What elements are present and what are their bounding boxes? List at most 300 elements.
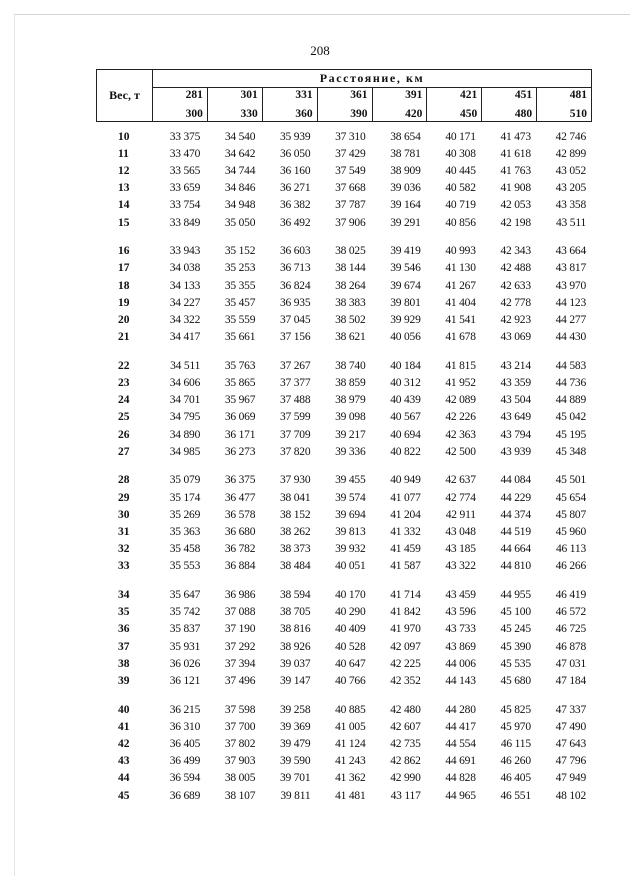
weight-cell: 40 [118, 703, 130, 716]
weight-cell: 41 [118, 720, 130, 733]
value-cell: 36 215 [169, 703, 201, 716]
value-cell: 38 484 [279, 560, 311, 573]
range-from: 361 [350, 89, 368, 101]
value-cell: 39 801 [390, 296, 421, 309]
value-cell: 47 031 [555, 657, 586, 670]
table-row [96, 523, 592, 540]
range-to: 360 [295, 108, 313, 120]
value-cell: 44 280 [445, 703, 476, 716]
row-group [96, 243, 592, 346]
distance-columns [153, 88, 591, 121]
value-cell: 34 133 [169, 279, 201, 292]
value-cell: 33 754 [169, 199, 201, 212]
value-cell: 36 713 [279, 262, 311, 275]
value-cell: 40 567 [390, 411, 421, 424]
weight-cell: 37 [118, 640, 130, 653]
value-cell: 35 661 [224, 331, 256, 344]
range-to: 390 [350, 108, 368, 120]
row-group [96, 128, 592, 231]
distance-range-header [482, 88, 537, 121]
value-cell: 43 117 [390, 789, 421, 802]
value-cell: 40 445 [445, 164, 476, 177]
weight-cell: 21 [118, 331, 130, 344]
table-row [96, 701, 592, 718]
value-cell: 38 041 [279, 491, 311, 504]
table-row [96, 214, 592, 231]
value-cell: 41 077 [390, 491, 421, 504]
range-from: 331 [295, 89, 313, 101]
value-cell: 42 488 [500, 262, 531, 275]
value-cell: 34 701 [169, 394, 201, 407]
value-cell: 36 310 [169, 720, 201, 733]
value-cell: 42 633 [500, 279, 531, 292]
value-cell: 45 501 [555, 474, 586, 487]
value-cell: 34 948 [224, 199, 256, 212]
value-cell: 38 502 [335, 313, 366, 326]
value-cell: 40 170 [335, 589, 366, 602]
table-row [96, 443, 592, 460]
value-cell: 37 598 [224, 703, 256, 716]
value-cell: 44 583 [555, 359, 586, 372]
value-cell: 38 152 [279, 508, 311, 521]
weight-column-header: Вес, т [97, 70, 153, 121]
value-cell: 33 659 [169, 182, 201, 195]
value-cell: 36 271 [279, 182, 311, 195]
value-cell: 37 599 [279, 411, 311, 424]
value-cell: 37 156 [279, 331, 311, 344]
value-cell: 36 578 [224, 508, 256, 521]
value-cell: 47 490 [555, 720, 586, 733]
weight-cell: 42 [118, 738, 130, 751]
value-cell: 41 815 [445, 359, 476, 372]
value-cell: 43 733 [445, 623, 476, 636]
value-cell: 41 473 [500, 130, 531, 143]
value-cell: 42 352 [390, 675, 421, 688]
value-cell: 40 949 [390, 474, 421, 487]
value-cell: 44 889 [555, 394, 586, 407]
range-from: 301 [240, 89, 258, 101]
value-cell: 40 290 [335, 606, 366, 619]
value-cell: 43 869 [445, 640, 476, 653]
weight-cell: 18 [118, 279, 130, 292]
value-cell: 40 312 [390, 377, 421, 390]
value-cell: 40 885 [335, 703, 366, 716]
value-cell: 36 492 [279, 216, 311, 229]
value-cell: 36 405 [169, 738, 201, 751]
value-cell: 46 405 [500, 772, 531, 785]
table-row [96, 672, 592, 689]
value-cell: 42 480 [390, 703, 421, 716]
value-cell: 42 637 [445, 474, 476, 487]
value-cell: 40 694 [390, 428, 421, 441]
value-cell: 41 678 [445, 331, 476, 344]
value-cell: 37 820 [279, 445, 311, 458]
table-row [96, 787, 592, 804]
range-to: 450 [460, 108, 478, 120]
value-cell: 38 373 [279, 543, 311, 556]
value-cell: 37 496 [224, 675, 256, 688]
value-cell: 40 056 [390, 331, 421, 344]
table-row [96, 472, 592, 489]
weight-cell: 29 [118, 491, 130, 504]
value-cell: 39 369 [279, 720, 311, 733]
value-cell: 38 107 [224, 789, 256, 802]
value-cell: 38 144 [335, 262, 366, 275]
value-cell: 34 540 [224, 130, 256, 143]
weight-cell: 30 [118, 508, 130, 521]
value-cell: 33 565 [169, 164, 201, 177]
value-cell: 37 488 [279, 394, 311, 407]
weight-cell: 13 [118, 182, 130, 195]
value-cell: 35 763 [224, 359, 256, 372]
value-cell: 46 878 [555, 640, 586, 653]
value-cell: 46 419 [555, 589, 586, 602]
value-cell: 35 967 [224, 394, 256, 407]
table-row [96, 604, 592, 621]
value-cell: 41 130 [445, 262, 476, 275]
table-row [96, 506, 592, 523]
value-cell: 43 649 [500, 411, 531, 424]
value-cell: 42 862 [390, 755, 421, 768]
value-cell: 33 943 [169, 245, 201, 258]
value-cell: 36 680 [224, 526, 256, 539]
value-cell: 45 042 [555, 411, 586, 424]
weight-cell: 25 [118, 411, 130, 424]
value-cell: 38 654 [390, 130, 421, 143]
table-row [96, 128, 592, 145]
value-cell: 35 152 [224, 245, 256, 258]
value-cell: 34 846 [224, 182, 256, 195]
value-cell: 39 813 [335, 526, 366, 539]
value-cell: 36 884 [224, 560, 256, 573]
value-cell: 45 970 [500, 720, 531, 733]
value-cell: 42 735 [390, 738, 421, 751]
value-cell: 37 429 [335, 147, 366, 160]
value-cell: 39 811 [280, 789, 311, 802]
table-row [96, 260, 592, 277]
value-cell: 46 260 [500, 755, 531, 768]
weight-cell: 36 [118, 623, 130, 636]
value-cell: 38 621 [335, 331, 366, 344]
distance-range-header [208, 88, 263, 121]
value-cell: 37 310 [335, 130, 366, 143]
value-cell: 38 926 [279, 640, 311, 653]
value-cell: 42 500 [445, 445, 476, 458]
value-cell: 44 965 [445, 789, 476, 802]
weight-cell: 27 [118, 445, 130, 458]
table-row [96, 277, 592, 294]
value-cell: 45 535 [500, 657, 531, 670]
value-cell: 35 742 [169, 606, 201, 619]
value-cell: 38 264 [335, 279, 366, 292]
value-cell: 41 124 [335, 738, 366, 751]
value-cell: 42 899 [555, 147, 586, 160]
value-cell: 46 113 [556, 543, 586, 556]
value-cell: 39 336 [335, 445, 366, 458]
value-cell: 41 404 [445, 296, 476, 309]
weight-cell: 24 [118, 394, 130, 407]
value-cell: 46 725 [555, 623, 586, 636]
weight-cell: 14 [118, 199, 130, 212]
value-cell: 43 185 [445, 543, 476, 556]
value-cell: 48 102 [555, 789, 586, 802]
value-cell: 44 554 [445, 738, 476, 751]
value-cell: 40 439 [390, 394, 421, 407]
value-cell: 42 089 [445, 394, 476, 407]
value-cell: 35 355 [224, 279, 256, 292]
value-cell: 38 705 [279, 606, 311, 619]
value-cell: 41 267 [445, 279, 476, 292]
table-row [96, 753, 592, 770]
value-cell: 36 026 [169, 657, 201, 670]
distance-range-header [263, 88, 318, 121]
value-cell: 46 551 [500, 789, 531, 802]
value-cell: 36 171 [224, 428, 256, 441]
table-row [96, 426, 592, 443]
value-cell: 34 322 [169, 313, 201, 326]
value-cell: 39 590 [279, 755, 311, 768]
value-cell: 43 511 [556, 216, 586, 229]
table-row [96, 197, 592, 214]
value-cell: 36 782 [224, 543, 256, 556]
table-row [96, 162, 592, 179]
row-group [96, 357, 592, 460]
value-cell: 37 903 [224, 755, 256, 768]
value-cell: 34 985 [169, 445, 201, 458]
table-row [96, 736, 592, 753]
value-cell: 43 817 [555, 262, 586, 275]
value-cell: 39 574 [335, 491, 366, 504]
range-to: 330 [240, 108, 258, 120]
table-row [96, 770, 592, 787]
distance-range-header [427, 88, 482, 121]
value-cell: 44 736 [555, 377, 586, 390]
value-cell: 42 343 [500, 245, 531, 258]
value-cell: 37 930 [279, 474, 311, 487]
value-cell: 41 587 [390, 560, 421, 573]
value-cell: 34 038 [169, 262, 201, 275]
value-cell: 34 606 [169, 377, 201, 390]
value-cell: 38 979 [335, 394, 366, 407]
distance-range-header [537, 88, 591, 121]
value-cell: 39 694 [335, 508, 366, 521]
weight-cell: 26 [118, 428, 130, 441]
value-cell: 36 382 [279, 199, 311, 212]
value-cell: 34 890 [169, 428, 201, 441]
value-cell: 35 253 [224, 262, 256, 275]
range-from: 481 [569, 89, 587, 101]
value-cell: 43 359 [500, 377, 531, 390]
table-header [96, 69, 592, 122]
value-cell: 44 519 [500, 526, 531, 539]
value-cell: 36 986 [224, 589, 256, 602]
value-cell: 35 457 [224, 296, 256, 309]
row-group [96, 587, 592, 690]
value-cell: 34 744 [224, 164, 256, 177]
value-cell: 40 171 [445, 130, 476, 143]
value-cell: 39 701 [279, 772, 311, 785]
value-cell: 44 374 [500, 508, 531, 521]
value-cell: 41 005 [335, 720, 366, 733]
page-number: 208 [310, 43, 330, 58]
value-cell: 43 048 [445, 526, 476, 539]
value-cell: 43 794 [500, 428, 531, 441]
value-cell: 41 459 [390, 543, 421, 556]
value-cell: 35 553 [169, 560, 201, 573]
value-cell: 44 006 [445, 657, 476, 670]
value-cell: 39 455 [335, 474, 366, 487]
table-row [96, 294, 592, 311]
value-cell: 40 993 [445, 245, 476, 258]
value-cell: 36 050 [279, 147, 311, 160]
row-group [96, 472, 592, 575]
value-cell: 45 680 [500, 675, 531, 688]
value-cell: 46 115 [500, 738, 531, 751]
value-cell: 36 273 [224, 445, 256, 458]
value-cell: 44 810 [500, 560, 531, 573]
value-cell: 39 147 [279, 675, 311, 688]
value-cell: 35 865 [224, 377, 256, 390]
value-cell: 40 409 [335, 623, 366, 636]
table-row [96, 357, 592, 374]
distance-title: Расстояние, км [153, 70, 591, 88]
value-cell: 41 481 [335, 789, 366, 802]
value-cell: 46 572 [555, 606, 586, 619]
weight-cell: 32 [118, 543, 130, 556]
value-cell: 38 816 [279, 623, 311, 636]
weight-cell: 44 [118, 772, 130, 785]
value-cell: 47 796 [555, 755, 586, 768]
value-cell: 46 266 [555, 560, 586, 573]
value-cell: 44 691 [445, 755, 476, 768]
value-cell: 43 069 [500, 331, 531, 344]
value-cell: 37 787 [335, 199, 366, 212]
value-cell: 37 267 [279, 359, 311, 372]
table-row [96, 145, 592, 162]
weight-cell: 12 [118, 164, 130, 177]
weight-cell: 43 [118, 755, 130, 768]
value-cell: 40 184 [390, 359, 421, 372]
value-cell: 44 277 [555, 313, 586, 326]
value-cell: 36 477 [224, 491, 256, 504]
value-cell: 36 499 [169, 755, 201, 768]
value-cell: 40 766 [335, 675, 366, 688]
value-cell: 35 363 [169, 526, 201, 539]
value-cell: 37 709 [279, 428, 311, 441]
table-row [96, 374, 592, 391]
value-cell: 43 504 [500, 394, 531, 407]
value-cell: 41 714 [390, 589, 421, 602]
weight-cell: 10 [118, 130, 130, 143]
value-cell: 39 217 [335, 428, 366, 441]
value-cell: 44 123 [555, 296, 586, 309]
table-row [96, 409, 592, 426]
value-cell: 44 664 [500, 543, 531, 556]
value-cell: 41 618 [500, 147, 531, 160]
value-cell: 36 069 [224, 411, 256, 424]
value-cell: 38 859 [335, 377, 366, 390]
value-cell: 45 807 [555, 508, 586, 521]
value-cell: 43 358 [555, 199, 586, 212]
value-cell: 35 079 [169, 474, 201, 487]
value-cell: 42 911 [445, 508, 476, 521]
range-to: 510 [569, 108, 587, 120]
table-row [96, 311, 592, 328]
weight-cell: 28 [118, 474, 130, 487]
value-cell: 39 929 [390, 313, 421, 326]
weight-cell: 16 [118, 245, 130, 258]
value-cell: 34 511 [170, 359, 201, 372]
value-cell: 36 121 [169, 675, 201, 688]
value-cell: 47 949 [555, 772, 586, 785]
weight-cell: 19 [118, 296, 130, 309]
value-cell: 33 375 [169, 130, 201, 143]
value-cell: 39 419 [390, 245, 421, 258]
value-cell: 45 245 [500, 623, 531, 636]
value-cell: 44 229 [500, 491, 531, 504]
range-to: 300 [185, 108, 203, 120]
value-cell: 38 594 [279, 589, 311, 602]
value-cell: 37 802 [224, 738, 256, 751]
value-cell: 42 226 [445, 411, 476, 424]
value-cell: 39 164 [390, 199, 421, 212]
value-cell: 35 050 [224, 216, 256, 229]
distance-range-header [373, 88, 428, 121]
value-cell: 41 541 [445, 313, 476, 326]
value-cell: 41 970 [390, 623, 421, 636]
value-cell: 42 774 [445, 491, 476, 504]
weight-cell: 34 [118, 589, 130, 602]
table-row [96, 489, 592, 506]
table-row [96, 655, 592, 672]
weight-cell: 33 [118, 560, 130, 573]
value-cell: 34 227 [169, 296, 201, 309]
table-row [96, 541, 592, 558]
value-cell: 44 143 [445, 675, 476, 688]
value-cell: 37 190 [224, 623, 256, 636]
value-cell: 42 607 [390, 720, 421, 733]
value-cell: 47 184 [555, 675, 586, 688]
value-cell: 39 674 [390, 279, 421, 292]
distance-range-header [153, 88, 208, 121]
value-cell: 36 935 [279, 296, 311, 309]
value-cell: 35 458 [169, 543, 201, 556]
value-cell: 37 045 [279, 313, 311, 326]
value-cell: 36 160 [279, 164, 311, 177]
value-cell: 34 642 [224, 147, 256, 160]
range-to: 480 [514, 108, 533, 120]
weight-cell: 17 [118, 262, 130, 275]
value-cell: 45 825 [500, 703, 531, 716]
value-cell: 40 582 [445, 182, 476, 195]
value-cell: 43 214 [500, 359, 531, 372]
value-cell: 38 383 [335, 296, 366, 309]
value-cell: 35 559 [224, 313, 256, 326]
value-cell: 42 225 [390, 657, 421, 670]
value-cell: 36 689 [169, 789, 201, 802]
value-cell: 35 269 [169, 508, 201, 521]
value-cell: 40 822 [390, 445, 421, 458]
value-cell: 43 205 [555, 182, 586, 195]
range-from: 281 [185, 89, 203, 101]
value-cell: 39 036 [390, 182, 421, 195]
value-cell: 41 362 [335, 772, 366, 785]
value-cell: 42 778 [500, 296, 531, 309]
row-group [96, 701, 592, 804]
value-cell: 39 932 [335, 543, 366, 556]
table-row [96, 329, 592, 346]
value-cell: 41 204 [390, 508, 421, 521]
